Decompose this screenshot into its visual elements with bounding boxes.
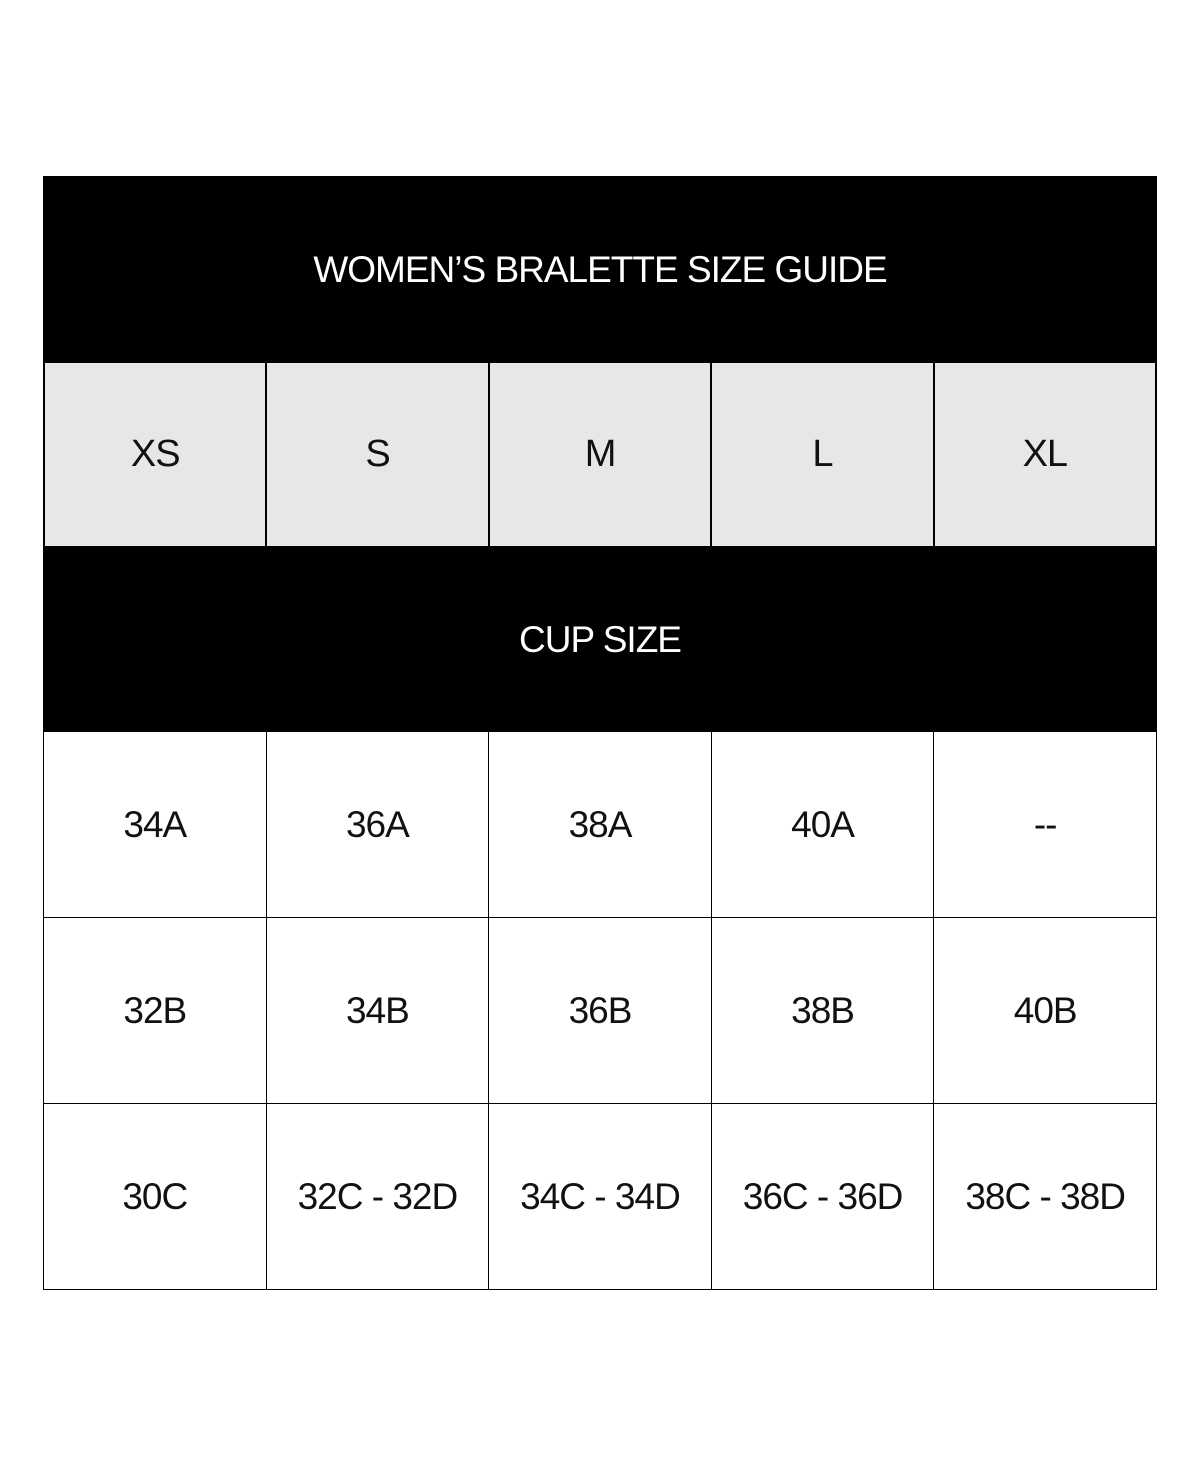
size-guide-title: WOMEN’S BRALETTE SIZE GUIDE <box>44 177 1156 362</box>
size-cell-l: L <box>712 363 932 546</box>
cup-cell: 34B <box>266 918 489 1103</box>
cup-cell: 38A <box>488 732 711 917</box>
cup-cell: 32B <box>44 918 266 1103</box>
cup-cell: 38C - 38D <box>933 1104 1156 1289</box>
size-cell-s: S <box>267 363 487 546</box>
cup-cell: 36A <box>266 732 489 917</box>
cup-cell: 40B <box>933 918 1156 1103</box>
cup-cell: 34A <box>44 732 266 917</box>
table-row <box>44 732 1156 917</box>
cup-cell: 40A <box>711 732 934 917</box>
size-guide-table <box>43 176 1157 1290</box>
cup-cell: 36B <box>488 918 711 1103</box>
cup-size-heading: CUP SIZE <box>44 547 1156 732</box>
cup-cell: 36C - 36D <box>711 1104 934 1289</box>
table-row <box>44 917 1156 1103</box>
size-cell-m: M <box>490 363 710 546</box>
size-header-row <box>44 362 1156 547</box>
cup-cell: 32C - 32D <box>266 1104 489 1289</box>
cup-cell: -- <box>933 732 1156 917</box>
cup-cell: 30C <box>44 1104 266 1289</box>
table-row <box>44 1103 1156 1289</box>
cup-cell: 38B <box>711 918 934 1103</box>
size-cell-xl: XL <box>935 363 1155 546</box>
cup-cell: 34C - 34D <box>488 1104 711 1289</box>
size-cell-xs: XS <box>45 363 265 546</box>
